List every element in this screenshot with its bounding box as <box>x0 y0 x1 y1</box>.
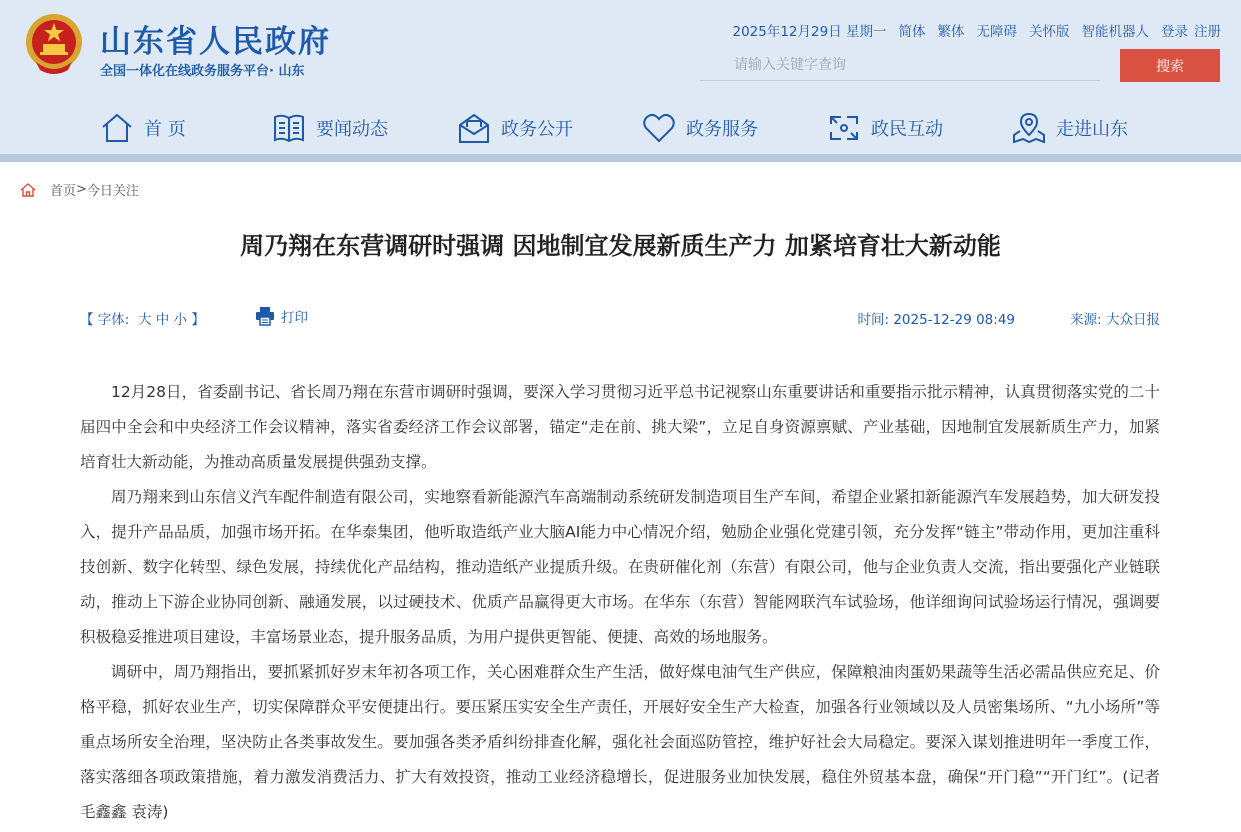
article-title: 周乃翔在东营调研时强调 因地制宜发展新质生产力 加紧培育壮大新动能 <box>240 232 1001 260</box>
nav-item-shandong[interactable] <box>1012 106 1128 150</box>
site-subtitle[interactable]: 全国一体化在线政务服务平台· 山东 <box>100 64 305 79</box>
nav-label: 政务公开 <box>501 119 573 140</box>
nav-label: 首 页 <box>144 119 186 140</box>
nav-item-open-government[interactable] <box>457 106 573 150</box>
nav-label: 政务服务 <box>686 119 758 140</box>
top-links <box>732 20 1221 40</box>
exchange-icon <box>827 111 861 145</box>
article-meta <box>80 308 1160 330</box>
breadcrumb-home-link[interactable]: 首页 <box>50 184 77 199</box>
search-button[interactable]: 搜索 <box>1120 49 1220 82</box>
link-care-mode[interactable]: 关怀版 <box>1029 24 1070 40</box>
header-divider <box>0 154 1241 162</box>
nav-item-news[interactable] <box>272 106 388 150</box>
nav-item-services[interactable] <box>642 106 758 150</box>
breadcrumb-current[interactable]: 今日关注 <box>86 184 139 199</box>
site-header <box>0 0 1241 154</box>
publish-time: 时间: 2025-12-29 08:49 <box>857 312 1015 328</box>
home-icon <box>20 182 36 198</box>
main-nav <box>0 100 1241 154</box>
font-size-medium[interactable]: 中 <box>155 312 170 328</box>
national-emblem-icon <box>22 12 86 78</box>
article-paragraph: 周乃翔来到山东信义汽车配件制造有限公司，实地察看新能源汽车高端制动系统研发制造项目生产车间，希望企业紧扣新能源汽车发展趋势，加大研发投入，提升产品品质，加强市场开拓。在华泰集团，他听取造纸产业大脑AI能力中心情况介绍，勉励企业强化党建引领，充分发挥“链主”带动作用，更加注重科技创新、数字化转型、绿色发展，持续优化产品结构，推动造纸产业提质升级。在贵研催化剂（东营）有限公司，他与企业负责人交流，指出要强化产业链联动，推动上下游企业协同创新、融通发展，以过硬技术、优质产品赢得更大市场。在华东（东营）智能网联汽车试验场，他详细询问试验场运行情况，强调要积极稳妥推进项目建设，丰富场景业态，提升服务品质，为用户提供更智能、便捷、高效的场地服务。 <box>80 488 1160 646</box>
link-register[interactable]: 注册 <box>1194 24 1221 40</box>
home-icon <box>100 111 134 145</box>
article-paragraph: 12月28日，省委副书记、省长周乃翔在东营市调研时强调，要深入学习贯彻习近平总书记视察山东重要讲话和重要指示批示精神，认真贯彻落实党的二十届四中全会和中央经济工作会议精神，落实省委经济工作会议部署，锚定“走在前、挑大梁”，立足自身资源禀赋、产业基础，因地制宜发展新质生产力，加紧培育壮大新动能，为推动高质量发展提供强劲支撑。 <box>80 383 1160 471</box>
mail-open-icon <box>457 111 491 145</box>
article-paragraph: 调研中，周乃翔指出，要抓紧抓好岁末年初各项工作，关心困难群众生产生活，做好煤电油气生产供应，保障粮油肉蛋奶果蔬等生活必需品供应充足、价格平稳，抓好农业生产，切实保障群众平安便捷出行。要压紧压实安全生产责任，开展好安全生产大检查，加强各行业领域以及人员密集场所、“九小场所”等重点场所安全治理，坚决防止各类事故发生。要加强各类矛盾纠纷排查化解，强化社会面巡防管控，维护好社会大局稳定。要深入谋划推进明年一季度工作，落实落细各项政策措施，着力激发消费活力、扩大有效投资，推动工业经济稳增长，促进服务业加快发展，稳住外贸基本盘，确保“开门稳”“开门红”。(记者 毛鑫鑫 袁涛) <box>80 663 1160 821</box>
breadcrumb-separator: > <box>76 182 87 197</box>
nav-label: 要闻动态 <box>316 119 388 140</box>
font-size-large[interactable]: 大 <box>137 312 152 328</box>
print-label: 打印 <box>281 310 308 326</box>
nav-label: 政民互动 <box>871 119 943 140</box>
article-body <box>80 375 1160 830</box>
breadcrumb <box>20 180 139 199</box>
site-title[interactable]: 山东省人民政府 <box>100 24 331 60</box>
search-input[interactable] <box>700 50 1100 81</box>
link-accessibility[interactable]: 无障碍 <box>976 24 1017 40</box>
link-login[interactable]: 登录 <box>1161 24 1188 40</box>
font-size-control <box>80 308 205 328</box>
font-size-label: 【 字体: <box>80 312 130 328</box>
nav-item-home[interactable] <box>100 106 186 150</box>
printer-icon <box>255 306 275 326</box>
link-robot[interactable]: 智能机器人 <box>1081 24 1149 40</box>
heart-icon <box>642 111 676 145</box>
article-source: 来源: 大众日报 <box>1070 312 1160 328</box>
book-icon <box>272 111 306 145</box>
link-traditional[interactable]: 繁体 <box>937 24 965 40</box>
nav-item-interaction[interactable] <box>827 106 943 150</box>
font-size-close: 】 <box>191 312 205 328</box>
link-simplified[interactable]: 简体 <box>898 24 926 40</box>
current-date: 2025年12月29日 星期一 <box>732 24 887 40</box>
nav-label: 走进山东 <box>1056 119 1128 140</box>
font-size-small[interactable]: 小 <box>173 312 188 328</box>
print-button[interactable] <box>255 306 308 326</box>
map-pin-icon <box>1012 111 1046 145</box>
